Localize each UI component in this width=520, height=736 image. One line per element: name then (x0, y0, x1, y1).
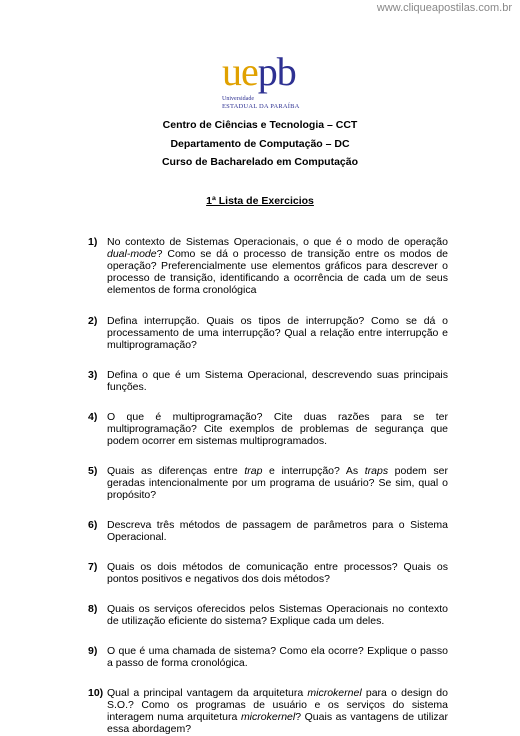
logo-wordmark: uepb (222, 49, 296, 94)
question-2 (88, 315, 448, 351)
question-number: 10) (88, 687, 104, 699)
question-list (88, 236, 448, 735)
header-course: Curso de Bacharelado em Computação (161, 156, 359, 168)
question-7 (88, 561, 448, 585)
question-3 (88, 369, 448, 393)
list-title: 1ª Lista de Exercicios (206, 195, 314, 207)
header-center: Centro de Ciências e Tecnologia – CCT (162, 119, 358, 131)
question-text: No contexto de Sistemas Operacionais, o que é o modo de operação dual-mode? Como se dá o processo de transição entre os modos de operação? Preferencialmente use elementos gráficos para descrever o processo de transição, identificando a ocorrência de cada um de seus elementos de forma cronológica (107, 236, 448, 296)
question-number: 9) (88, 645, 98, 657)
question-1 (88, 236, 448, 296)
question-text: O que é uma chamada de sistema? Como ela ocorre? Explique o passo a passo de forma cronológica. (107, 645, 448, 669)
question-number: 1) (88, 236, 98, 248)
question-text: Defina o que é um Sistema Operacional, descrevendo suas principais funções. (107, 369, 448, 393)
logo-line-universidade: Universidade (222, 96, 254, 102)
question-number: 6) (88, 519, 98, 531)
question-6 (88, 519, 448, 543)
question-number: 5) (88, 465, 98, 477)
header-department: Departamento de Computação – DC (170, 138, 350, 150)
question-9 (88, 645, 448, 669)
question-text: Quais as diferenças entre trap e interrupção? As traps podem ser geradas intencionalmente por um programa de usuário? Se sim, qual o propósito? (107, 465, 448, 501)
question-5 (88, 465, 448, 501)
question-number: 8) (88, 603, 98, 615)
question-number: 7) (88, 561, 98, 573)
question-4 (88, 411, 448, 447)
question-10 (88, 687, 448, 735)
question-text: Descreva três métodos de passagem de parâmetros para o Sistema Operacional. (107, 519, 448, 543)
question-text: Qual a principal vantagem da arquitetura microkernel para o design do S.O.? Como os programas de usuário e os serviços do sistema interagem numa arquitetura microkernel? Quais as vantagens de utilizar essa abordagem? (107, 687, 449, 735)
question-text: Quais os serviços oferecidos pelos Sistemas Operacionais no contexto de utilização eficiente do sistema? Explique cada um deles. (107, 603, 448, 627)
question-number: 4) (88, 411, 98, 423)
question-text: Defina interrupção. Quais os tipos de interrupção? Como se dá o processamento de uma interrupção? Qual a relação entre interrupção e multiprogramação? (107, 315, 448, 351)
logo-line-estadual: ESTADUAL DA PARAÍBA (222, 103, 300, 110)
question-text: Quais os dois métodos de comunicação entre processos? Quais os pontos positivos e negativos dos dois métodos? (107, 561, 448, 585)
watermark-url: www.cliqueapostilas.com.br (376, 2, 512, 14)
question-8 (88, 603, 448, 627)
question-number: 3) (88, 369, 98, 381)
question-text: O que é multiprogramação? Cite duas razões para se ter multiprogramação? Cite exemplos de problemas de segurança que podem ocorrer em sistemas multiprogramados. (107, 411, 448, 447)
uepb-logo (222, 49, 306, 112)
question-number: 2) (88, 315, 98, 327)
